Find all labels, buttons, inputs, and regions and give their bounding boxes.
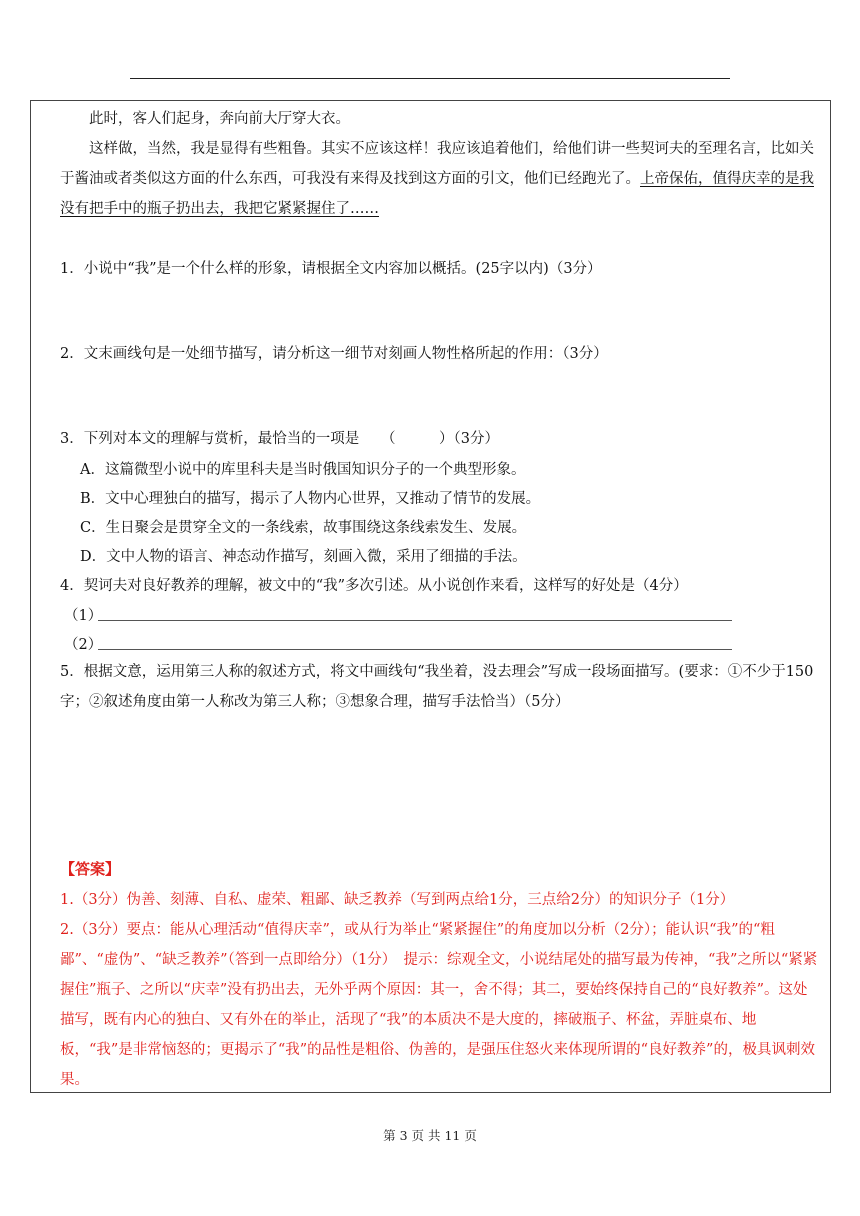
question-5: 5．根据文意，运用第三人称的叙述方式，将文中画线句“我坐着，没去理会”写成一段场面描写。(要求：①不少于150字；②叙述角度由第一人称改为第三人称；③想象合理，描写手法恰当）（5分）: [60, 664, 814, 710]
answer-line-2[interactable]: [64, 627, 732, 657]
underlined-sentence: 上帝保佑，值得庆幸的是我没有把手中的瓶子扔出去，我把它紧紧握住了……: [60, 171, 814, 217]
question-2: 2．文末画线句是一处细节描写，请分析这一细节对刻画人物性格所起的作用：（3分）: [60, 346, 608, 362]
question-4: 4．契诃夫对良好教养的理解，被文中的“我”多次引述。从小说创作来看，这样写的好处是（4分）: [60, 578, 688, 594]
answer-line-label: （2）: [64, 637, 103, 653]
passage-text: 这样做，当然，我是显得有些粗鲁。其实不应该这样！我应该追着他们，给他们讲一些契诃夫的至理名言，比如关于酱油或者类似这方面的什么东西，可我没有来得及找到这方面的引文，他们已经跑光了。: [60, 141, 814, 187]
blank-rule: [98, 649, 732, 650]
answer-2: 2.（3分）要点：能从心理活动“值得庆幸”，或从行为举止“紧紧握住”的角度加以分析（2分）；能认识“我”的“粗鄙”、“虚伪”、“缺乏教养”（答到一点即给分）（1分） 提示：综观全文，小说结尾处的描写最为传神，“我”之所以“紧紧握住”瓶子、之所以“庆幸”没有扔出去，无外乎两个原因：其一，舍不得；其二，要始终保持自己的“良好教养”。这处描写，既有内心的独白、又有外在的举止，活现了“我”的本质决不是大度的，摔破瓶子、杯盆，弄脏桌布、地板，“我”是非常恼怒的；更揭示了“我”的品性是粗俗、伪善的，是强压住怒火来体现所谓的“良好教养”的，极具讽刺效果。: [60, 922, 818, 1088]
option-d: D．文中人物的语言、神态动作描写，刻画入微，采用了细描的手法。: [80, 549, 527, 565]
answer-1: 1.（3分）伪善、刻薄、自私、虚荣、粗鄙、缺乏教养（写到两点给1分，三点给2分）的知识分子（1分）: [60, 892, 735, 908]
passage-paragraph-2: [60, 134, 822, 224]
option-a: A．这篇微型小说中的库里科夫是当时俄国知识分子的一个典型形象。: [80, 462, 526, 478]
page-number: 第 3 页 共 11 页: [383, 1128, 477, 1143]
blank-rule: [98, 620, 732, 621]
option-c: C．生日聚会是贯穿全文的一条线索，故事围绕这条线索发生、发展。: [80, 520, 527, 536]
answer-line-label: （1）: [64, 608, 103, 624]
header-rule: [130, 78, 730, 79]
question-3: 3．下列对本文的理解与赏析，最恰当的一项是 （ ）（3分）: [60, 431, 499, 447]
answer-line-1[interactable]: [64, 598, 732, 628]
passage-paragraph-1: 此时，客人们起身，奔向前大厅穿大衣。: [89, 111, 350, 127]
option-b: B．文中心理独白的描写，揭示了人物内心世界，又推动了情节的发展。: [80, 491, 541, 507]
answer-heading: 【答案】: [60, 860, 121, 878]
question-1: 1．小说中“我”是一个什么样的形象，请根据全文内容加以概括。(25字以内)（3分）: [60, 261, 602, 277]
